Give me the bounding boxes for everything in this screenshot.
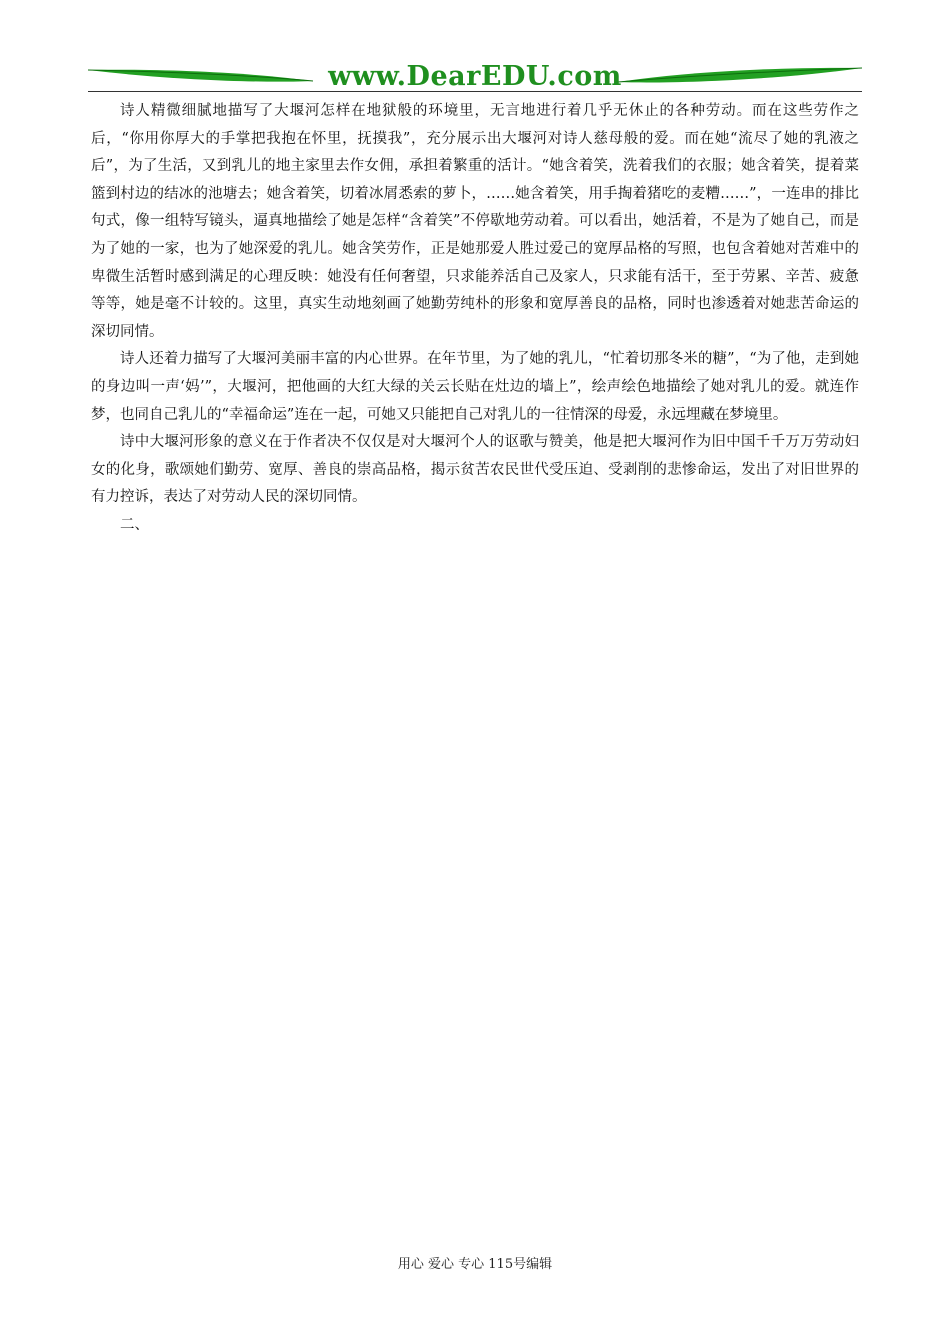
site-logo-text: www.DearEDU.com: [328, 61, 622, 92]
article-body: [91, 98, 859, 540]
header-divider: [88, 91, 862, 92]
paragraph-1: 诗人精微细腻地描写了大堰河怎样在地狱般的环境里，无言地进行着几乎无休止的各种劳动。而在这些劳作之后，“你用你厚大的手掌把我抱在怀里，抚摸我”，充分展示出大堰河对诗人慈母般的爱。而在她“流尽了她的乳液之后”，为了生活，又到乳儿的地主家里去作女佣，承担着繁重的活计。“她含着笑，洗着我们的衣服；她含着笑，提着菜篮到村边的结冰的池塘去；她含着笑，切着冰屑悉索的萝卜，……她含着笑，用手掏着猪吃的麦糟……”，一连串的排比句式，像一组特写镜头，逼真地描绘了她是怎样“含着笑”不停歇地劳动着。可以看出，她活着，不是为了她自己，而是为了她的一家，也为了她深爱的乳儿。她含笑劳作，正是她那爱人胜过爱己的宽厚品格的写照，也包含着她对苦难中的卑微生活暂时感到满足的心理反映：她没有任何奢望，只求能养活自己及家人，只求能有活干，至于劳累、辛苦、疲惫等等，她是毫不计较的。这里，真实生动地刻画了她勤劳纯朴的形象和宽厚善良的品格，同时也渗透着对她悲苦命运的深切同情。: [91, 103, 859, 340]
paragraph-2: 诗人还着力描写了大堰河美丽丰富的内心世界。在年节里，为了她的乳儿，“忙着切那冬米的糖”，“为了他，走到她的身边叫一声‘妈’”，大堰河，把他画的大红大绿的关云长贴在灶边的墙上”，绘声绘色地描绘了她对乳儿的爱。就连作梦，也同自己乳儿的“幸福命运”连在一起，可她又只能把自己对乳儿的一往情深的母爱，永远埋藏在梦境里。: [91, 351, 859, 423]
section-heading: 二、: [120, 516, 149, 533]
page-footer: 用心 爱心 专心 115号编辑: [397, 1257, 553, 1272]
site-header: [88, 58, 862, 98]
paragraph-3: 诗中大堰河形象的意义在于作者决不仅仅是对大堰河个人的讴歌与赞美，他是把大堰河作为旧中国千千万万劳动妇女的化身，歌颂她们勤劳、宽厚、善良的崇高品格，揭示贫苦农民世代受压迫、受剥削的悲惨命运，发出了对旧世界的有力控诉，表达了对劳动人民的深切同情。: [91, 434, 859, 506]
